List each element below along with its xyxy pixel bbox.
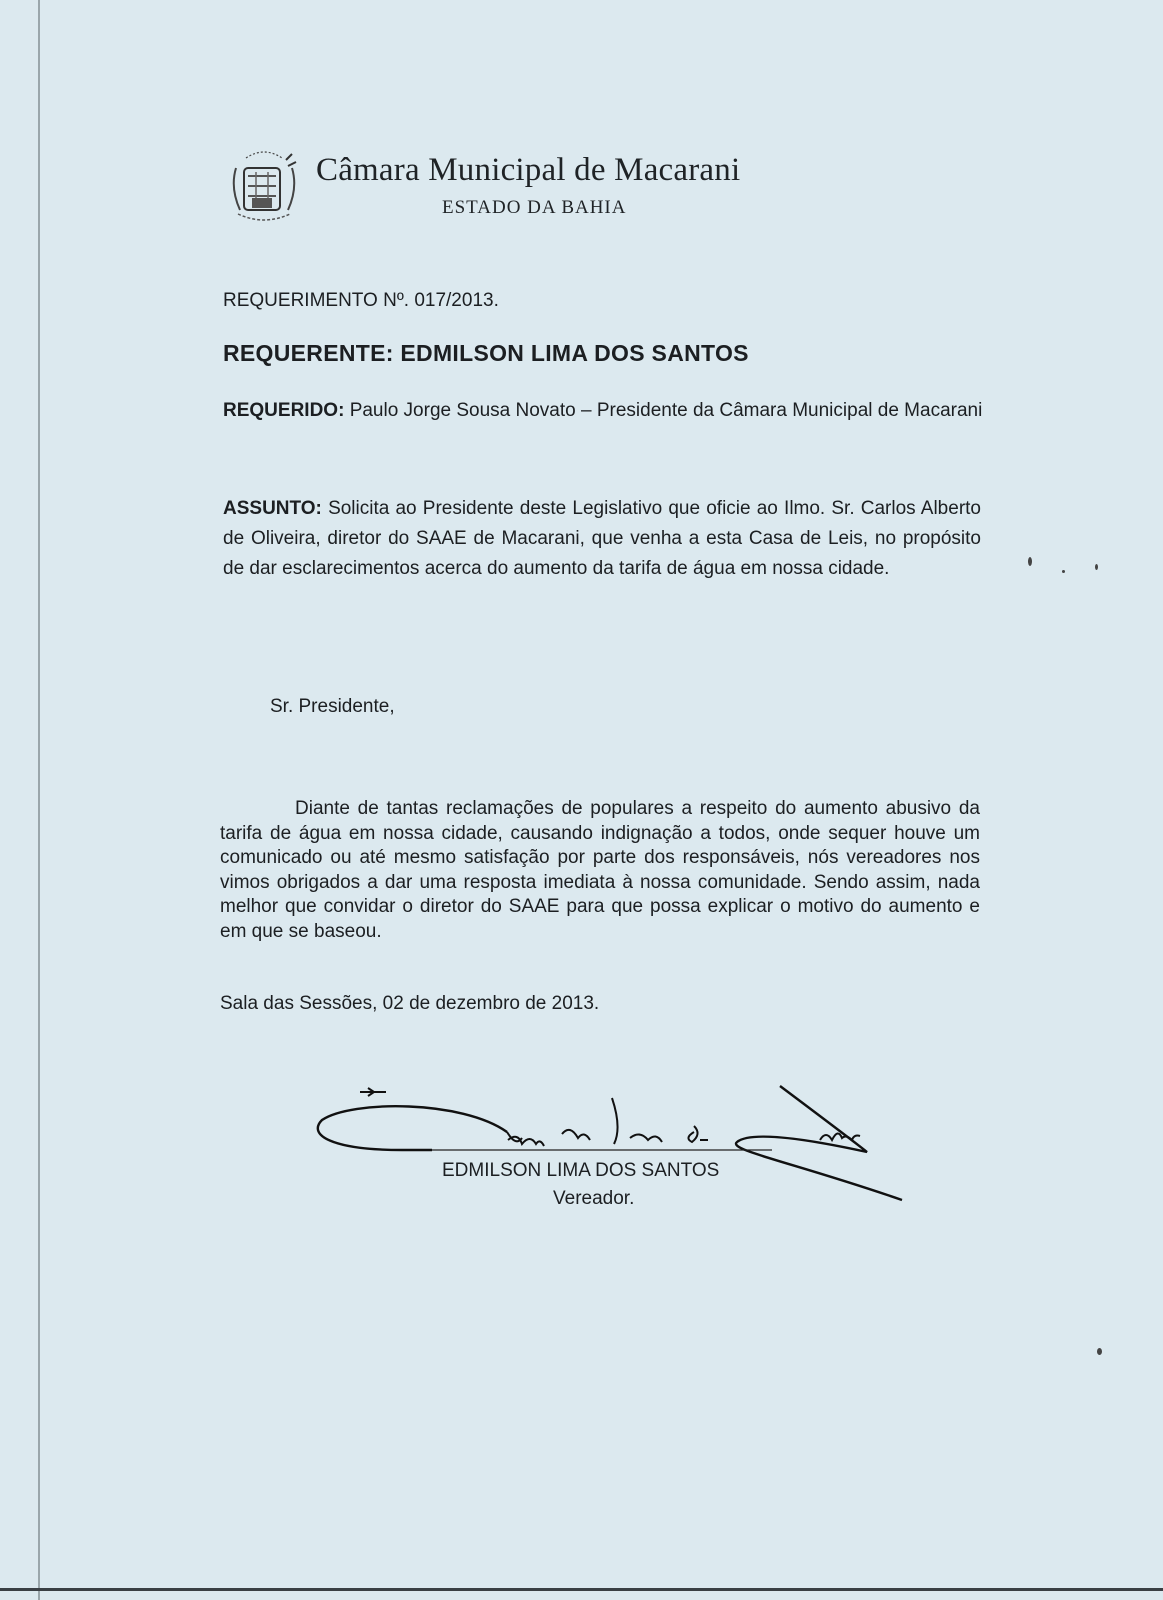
page-left-edge	[38, 0, 40, 1600]
requested-label: REQUERIDO:	[223, 400, 345, 421]
request-number: REQUERIMENTO Nº. 017/2013.	[223, 290, 499, 311]
state-subtitle: ESTADO DA BAHIA	[442, 197, 627, 218]
chamber-title: Câmara Municipal de Macarani	[316, 152, 741, 188]
page-bottom-edge	[0, 1588, 1163, 1591]
date-line: Sala das Sessões, 02 de dezembro de 2013.	[220, 993, 600, 1014]
requested-text: Paulo Jorge Sousa Novato – Presidente da Câmara Municipal de Macarani	[349, 400, 983, 421]
scan-speck	[1062, 570, 1065, 573]
requester-line: REQUERENTE: EDMILSON LIMA DOS SANTOS	[223, 340, 749, 366]
requested-party	[223, 398, 983, 424]
subject-text: Solicita ao Presidente deste Legislativo que oficie ao Ilmo. Sr. Carlos Alberto de Oliveira, diretor do SAAE de Macarani, que venha a esta Casa de Leis, no propósito de dar esclarecimentos acerca do aumento da tarifa de água em nossa cidade.	[223, 498, 981, 579]
signatory-role: Vereador.	[553, 1188, 635, 1209]
scan-speck	[1097, 1348, 1102, 1355]
subject-label: ASSUNTO:	[223, 498, 322, 519]
salutation: Sr. Presidente,	[270, 696, 395, 717]
scan-speck	[1095, 564, 1098, 570]
municipal-coat-of-arms-icon	[226, 146, 302, 226]
letter-body: Diante de tantas reclamações de populares a respeito do aumento abusivo da tarifa de água em nossa cidade, causando indignação a todos, onde sequer houve um comunicado ou até mesmo satisfação por parte dos responsáveis, nós vereadores nos vimos obrigados a dar uma resposta imediata à nossa comunidade. Sendo assim, nada melhor que convidar o diretor do SAAE para que possa explicar o motivo do aumento e em que se baseou.	[220, 798, 980, 942]
signatory-name: EDMILSON LIMA DOS SANTOS	[442, 1160, 720, 1181]
subject-paragraph	[223, 494, 981, 584]
scan-speck	[1028, 557, 1032, 566]
